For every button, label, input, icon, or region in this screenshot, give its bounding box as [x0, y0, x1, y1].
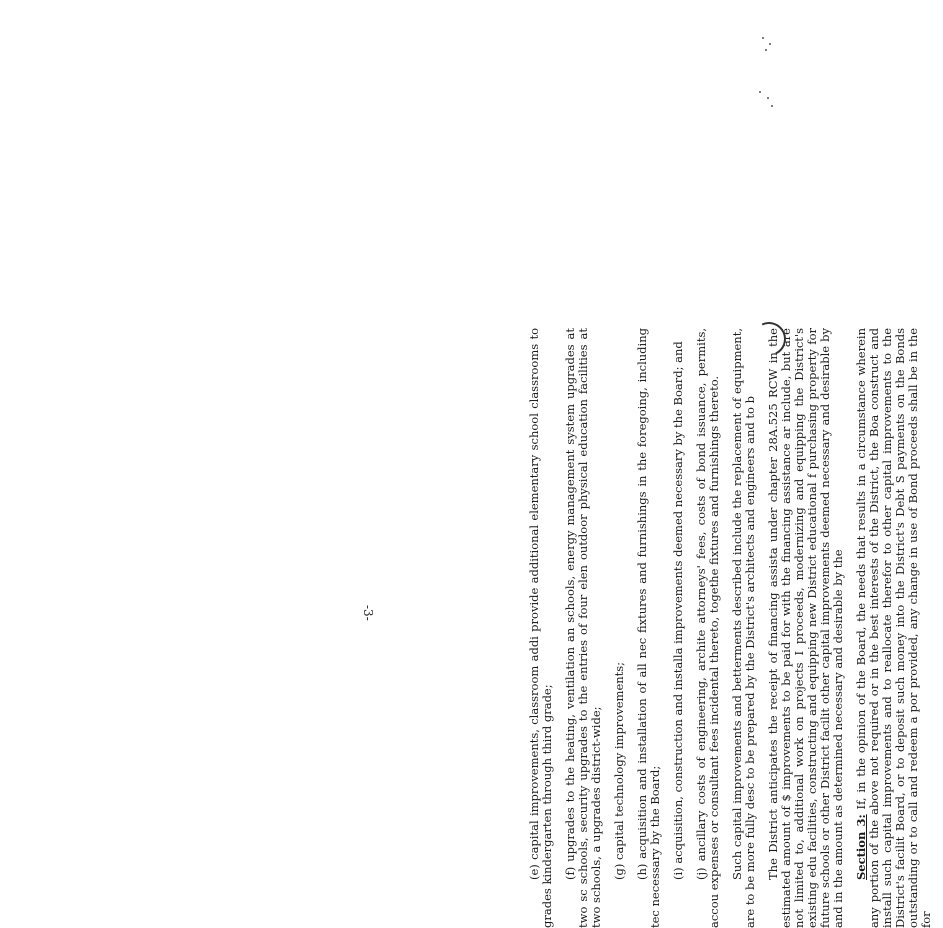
- item-label: (i): [671, 867, 685, 880]
- paragraph-text: The District anticipates the receipt of financing assista under chapter 28A.525 RCW in the estimated amount of $ improvements to be paid for with the financing assistance ar include, but are not limited to, additional work on projects I proceeds, modernizing and equipping the District's existing edu facilities, constructing and equipping new District educational f purchasing property for future schools or other District facilit other capital improvements deemed necessary and desirable by and in the amount as determined necessary and desirable by the: [766, 328, 845, 928]
- paragraph-text: upgrades to the heating, ventilation an schools, energy management system upgrades at two sc schools, security upgrades to the entries of four elen outdoor physical education facilities at two schools, a upgrades district-wide;: [563, 328, 603, 928]
- item-label: (j): [694, 867, 708, 880]
- paragraph-text: acquisition, construction and installa improvements deemed necessary by the Board; and: [671, 341, 685, 864]
- section-heading: Section 3:: [854, 814, 868, 880]
- paragraph-text: If, in the opinion of the Board, the needs that results in a circumstance wherein any portion of the above not required or in the best interests of the District, the Boa construct and install such capital improvements and to reallocate therefor to other capital improvements to the District's facilit Board, or to deposit such money into the District's Debt S payments on the Bonds outstanding or to call and redeem a por provided, any change in use of Bond proceeds shall be in the for: [854, 328, 933, 928]
- paragraph-text: ancillary costs of engineering, archite attorneys' fees, costs of bond issuance, permits, accou expenses or consultant fees incidental thereto, togethe fixtures and furnishings thereto.: [694, 328, 721, 928]
- page-number: -3-: [361, 605, 375, 621]
- paragraph-text: capital improvements, classroom addi provide additional elementary school classrooms to grades kindergarten through third grade;: [527, 327, 554, 928]
- item-label: (h): [635, 863, 649, 880]
- item-label: (f): [563, 866, 577, 880]
- paragraph-text: acquisition and installation of all nec fixtures and furnishings in the foregoing, including tec necessary by the Board;: [635, 328, 662, 928]
- paragraph-section-3: [855, 328, 933, 928]
- item-label: (g): [612, 863, 626, 880]
- paragraph-text: Such capital improvements and betterments described include the replacement of equipment, are to be more fully desc to be prepared by the District's architects and engineers and to b: [730, 328, 757, 928]
- item-label: (e): [527, 864, 541, 880]
- paragraph-text: capital technology improvements;: [612, 661, 626, 860]
